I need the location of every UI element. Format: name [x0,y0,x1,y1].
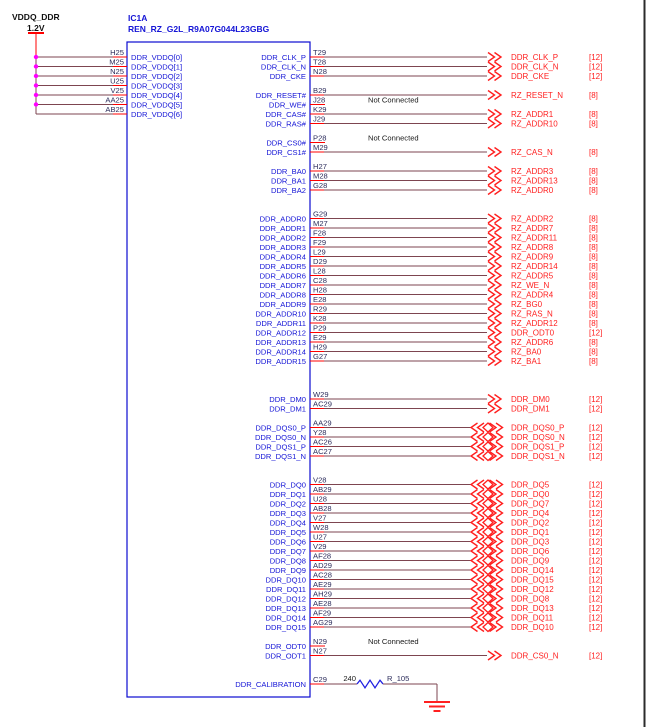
pin-name: DDR_CS0# [266,138,306,148]
pin-name: DDR_DQ10 [265,575,306,585]
page-ref: [12] [589,518,603,528]
pin-name: DDR_VDDQ[4] [131,91,183,100]
net-name: RZ_ADDR12 [511,319,558,328]
junction-dot [34,55,38,59]
offpage-out-icon [488,72,495,81]
junction-dot [34,83,38,87]
pin-number: J29 [313,114,326,124]
net-name: DDR_DQS0_P [511,423,565,433]
pin-number: AB29 [313,485,332,494]
pin-name: DDR_DQ7 [269,547,306,556]
junction-dot [34,74,38,78]
pin-name: DDR_VDDQ[0] [131,53,183,62]
pin-number: D29 [313,257,327,266]
pin-number: F29 [313,238,327,247]
pin-number: G27 [313,352,328,361]
pin-name: DDR_DQ8 [269,556,306,566]
net-name: RZ_CAS_N [511,148,553,157]
pin-name: DDR_DQS1_N [254,452,306,461]
pin-number: U27 [313,532,327,542]
pin-number: AA25 [105,95,124,105]
page-ref: [12] [589,62,603,72]
page-ref: [12] [589,423,603,433]
net-name: DDR_DQS1_P [511,442,565,452]
pin-number: M29 [313,143,328,152]
net-name: DDR_DQ15 [511,575,554,585]
pin-number: P28 [313,133,327,143]
net-name: RZ_ADDR6 [511,338,554,347]
page-ref: [12] [589,613,603,623]
page-ref: [8] [589,271,598,281]
page-ref: [12] [589,328,603,338]
pin-name: DDR_DQ5 [269,528,306,537]
offpage-out-icon [488,214,495,223]
pin-number: R29 [313,304,327,314]
page-ref: [8] [589,186,598,195]
pin-number: J28 [313,95,326,105]
pin-name: DDR_DM0 [269,395,306,404]
page-ref: [8] [589,290,598,300]
offpage-out-icon [488,271,495,280]
page-ref: [12] [589,395,603,404]
pin-number: AG29 [313,618,333,627]
pin-number: AF28 [313,551,332,561]
pin-number: L28 [313,266,326,276]
pin-number: V27 [313,513,327,523]
page-ref: [8] [589,110,598,119]
pin-name: DDR_DM1 [269,404,306,414]
page-ref: [12] [589,72,603,81]
offpage-out-icon [488,262,495,271]
page-ref: [12] [589,528,603,537]
pin-number: E29 [313,333,327,342]
page-ref: [12] [589,594,603,604]
net-name: DDR_DQ9 [511,556,550,566]
net-name: RZ_RAS_N [511,309,553,319]
pin-number: V25 [110,86,124,95]
offpage-out-icon [488,186,495,195]
page-ref: [8] [589,243,598,252]
page-ref: [12] [589,537,603,547]
net-name: RZ_ADDR8 [511,243,554,252]
net-name: DDR_DQ1 [511,528,550,537]
page-ref: [12] [589,480,603,490]
pin-name: DDR_DQ14 [265,613,306,623]
net-name: RZ_ADDR11 [511,233,558,243]
pin-name: DDR_CLK_P [261,53,306,62]
page-ref: [8] [589,309,598,319]
page-ref: [12] [589,499,603,509]
pin-number: N25 [110,67,124,76]
resistor-refdes: R_105 [387,674,410,683]
net-name: RZ_BA0 [511,347,542,357]
pin-number: M28 [313,171,328,181]
junction-dot [34,64,38,68]
page-ref: [12] [589,623,603,632]
page-ref: [8] [589,281,598,290]
pin-number: F28 [313,228,327,238]
pin-number: B29 [313,86,327,95]
page-ref: [8] [589,357,598,366]
resistor-value: 240 [343,674,356,683]
pin-name: DDR_ADDR10 [255,309,306,319]
pin-number: H28 [313,285,327,295]
net-name: DDR_DQ5 [511,480,550,490]
pin-number: AA29 [313,418,332,428]
pin-number: AC28 [313,570,332,580]
offpage-out-icon [488,233,495,242]
offpage-out-icon [488,328,495,337]
page-ref: [12] [589,575,603,585]
offpage-out-icon [488,290,495,299]
net-name: DDR_DQS0_N [511,433,565,442]
page-ref: [12] [589,53,603,62]
pin-name: DDR_ADDR4 [259,252,306,262]
offpage-out-icon [488,309,495,318]
pin-name: DDR_BA0 [270,167,306,176]
page-ref: [8] [589,91,598,100]
pin-name: DDR_RAS# [265,119,306,129]
not-connected-label: Not Connected [368,133,419,143]
page-ref: [8] [589,233,598,243]
pin-number: C29 [313,675,327,684]
page-ref: [12] [589,585,603,594]
net-name: DDR_DQ4 [511,509,550,518]
pin-number: U25 [110,76,124,86]
net-name: RZ_ADDR3 [511,167,554,176]
page-ref: [12] [589,566,603,575]
pin-name: DDR_VDDQ[1] [131,62,183,72]
page-ref: [8] [589,148,598,157]
pin-name: DDR_ADDR5 [259,262,306,271]
page-ref: [8] [589,347,598,357]
net-name: RZ_BG0 [511,300,543,309]
offpage-out-icon [488,404,495,413]
page-ref: [12] [589,509,603,518]
pin-number: H25 [110,48,124,57]
pin-number: U28 [313,494,327,504]
net-name: RZ_ADDR0 [511,186,554,195]
offpage-out-icon [488,53,495,62]
offpage-out-icon [488,176,495,185]
net-name: RZ_ADDR7 [511,224,554,233]
not-connected-label: Not Connected [368,637,419,646]
offpage-out-icon [488,651,495,660]
page-ref: [8] [589,300,598,309]
page-ref: [8] [589,119,598,129]
pin-number: AF29 [313,608,332,618]
pin-name: DDR_VDDQ[3] [131,81,183,91]
pin-name: DDR_CKE [269,72,306,81]
net-name: RZ_ADDR5 [511,271,554,281]
net-name: DDR_CLK_P [511,53,559,62]
pin-name: DDR_DQ2 [269,499,306,509]
pin-number: V28 [313,475,327,485]
offpage-out-icon [488,319,495,328]
net-name: DDR_DM1 [511,404,550,414]
net-name: RZ_WE_N [511,281,550,290]
pin-number: AE28 [313,599,332,608]
page-ref: [8] [589,224,598,233]
pin-number: AD29 [313,561,332,570]
offpage-out-icon [488,119,495,128]
net-name: DDR_ODT0 [511,328,555,338]
pin-name: DDR_DQS0_N [254,433,306,442]
pin-name: DDR_DQ4 [269,518,306,528]
page-ref: [12] [589,433,603,442]
pin-name: DDR_DQ12 [265,594,306,604]
pin-number: G28 [313,181,328,190]
net-name: DDR_DQ10 [511,623,554,632]
pin-name: DDR_ADDR8 [259,290,306,300]
pin-name: DDR_DQS1_P [255,442,306,452]
pin-number: N29 [313,637,327,646]
pin-number: E28 [313,295,327,304]
pin-number: T29 [313,48,327,57]
offpage-out-icon [488,224,495,233]
pin-name: DDR_ADDR9 [259,300,306,309]
pin-name: DDR_DQ11 [266,585,306,594]
junction-dot [34,102,38,106]
ic-part-number: REN_RZ_G2L_R9A07G044L23GBG [128,24,270,34]
offpage-out-icon [488,243,495,252]
pin-number: AC27 [313,447,332,456]
page-ref: [12] [589,604,603,613]
net-name: DDR_DQ3 [511,537,550,547]
pin-name: DDR_RESET# [255,91,306,100]
offpage-out-icon [488,148,495,157]
page-ref: [8] [589,338,598,347]
page-ref: [8] [589,252,598,262]
pin-name: DDR_DQ3 [269,509,306,518]
page-ref: [8] [589,262,598,271]
pin-number: K28 [313,314,327,323]
page-ref: [12] [589,404,603,414]
pin-name: DDR_ADDR15 [255,357,306,366]
pin-number: C28 [313,276,327,285]
pin-name: DDR_ADDR14 [255,347,306,357]
page-ref: [12] [589,442,603,452]
not-connected-label: Not Connected [368,95,419,105]
offpage-out-icon [488,357,495,366]
pin-name: DDR_DQ9 [269,566,306,575]
pin-name: DDR_DQ13 [265,604,306,613]
pin-number: M25 [109,57,124,67]
pin-number: AB28 [313,504,332,513]
pin-number: AH29 [313,589,332,599]
net-name: RZ_BA1 [511,357,542,366]
pin-name: DDR_CS1# [266,148,306,157]
offpage-out-icon [488,281,495,290]
net-name: DDR_CKE [511,72,550,81]
page-ref: [12] [589,547,603,556]
net-name: RZ_ADDR4 [511,290,554,300]
offpage-out-icon [488,91,495,100]
net-name: RZ_ADDR2 [511,214,554,224]
ic-designator: IC1A [128,13,148,23]
page-ref: [8] [589,319,598,328]
pin-name: DDR_DQ1 [269,490,306,499]
net-name: DDR_DQ2 [511,518,550,528]
page-ref: [12] [589,452,603,461]
pin-name: DDR_ADDR13 [255,338,306,347]
offpage-out-icon [488,347,495,356]
pin-number: H27 [313,162,327,171]
net-name: DDR_DQ14 [511,566,554,575]
pin-name: DDR_CLK_N [260,62,306,72]
pin-name: DDR_DQS0_P [255,423,306,433]
pin-number: K29 [313,105,327,114]
net-name: DDR_CS0_N [511,651,559,661]
pin-number: P29 [313,323,327,333]
page-ref: [12] [589,556,603,566]
pin-number: W28 [313,523,329,532]
net-name: DDR_DQ13 [511,604,554,613]
net-name: DDR_DM0 [511,395,550,404]
net-name: DDR_DQ6 [511,547,550,556]
pin-number: W29 [313,390,329,399]
pin-number: AC26 [313,437,332,447]
pin-name: DDR_BA2 [270,186,306,195]
pin-number: T28 [313,57,327,67]
pin-name: DDR_ADDR2 [259,233,306,243]
offpage-out-icon [488,252,495,261]
net-name: RZ_ADDR10 [511,119,558,129]
page-ref: [12] [589,490,603,499]
pin-name: DDR_ADDR6 [259,271,306,281]
pin-number: H29 [313,342,327,352]
pin-number: N27 [313,646,327,656]
pin-number: L29 [313,247,326,257]
pin-name: DDR_CALIBRATION [235,680,306,689]
page-ref: [12] [589,651,603,661]
net-name: RZ_ADDR13 [511,176,558,186]
pin-name: DDR_ODT0 [265,642,306,651]
offpage-out-icon [488,62,495,71]
pin-number: AE29 [313,580,332,589]
pin-name: DDR_ADDR0 [259,214,306,224]
pin-name: DDR_VDDQ[5] [131,100,183,110]
pin-name: DDR_WE# [268,100,306,110]
power-voltage-label: 1.2V [27,23,45,33]
pin-number: AC29 [313,399,332,409]
pin-name: DDR_ADDR11 [255,319,306,328]
net-name: RZ_ADDR14 [511,262,558,271]
pin-name: DDR_VDDQ[2] [131,72,183,81]
pin-name: DDR_ADDR1 [259,224,306,233]
net-name: DDR_DQ12 [511,585,554,594]
net-name: RZ_ADDR1 [511,110,554,119]
pin-name: DDR_ADDR3 [259,243,306,252]
pin-name: DDR_ADDR7 [259,281,306,290]
net-name: DDR_DQ0 [511,490,550,499]
offpage-out-icon [488,338,495,347]
pin-name: DDR_DQ15 [265,623,306,632]
pin-number: AB25 [105,105,124,114]
offpage-out-icon [488,300,495,309]
net-name: RZ_ADDR9 [511,252,554,262]
resistor-icon [357,680,383,688]
pin-name: DDR_ADDR12 [255,328,306,338]
net-name: DDR_DQS1_N [511,452,565,461]
power-net-label: VDDQ_DDR [12,12,60,22]
pin-number: N28 [313,67,327,76]
pin-name: DDR_DQ6 [269,537,306,547]
pin-name: DDR_DQ0 [269,480,306,490]
pin-name: DDR_CAS# [265,110,306,119]
offpage-out-icon [488,110,495,119]
page-ref: [8] [589,214,598,224]
net-name: RZ_RESET_N [511,91,564,100]
offpage-out-icon [488,167,495,176]
pin-number: M27 [313,219,328,228]
net-name: DDR_DQ8 [511,594,550,604]
offpage-out-icon [488,395,495,404]
pin-name: DDR_BA1 [270,176,306,186]
net-name: DDR_CLK_N [511,62,559,72]
net-name: DDR_DQ11 [511,613,554,623]
page-ref: [8] [589,167,598,176]
pin-name: DDR_VDDQ[6] [131,110,183,119]
junction-dot [34,93,38,97]
page-ref: [8] [589,176,598,186]
pin-number: G29 [313,209,328,219]
net-name: DDR_DQ7 [511,499,550,509]
pin-number: V29 [313,542,327,551]
pin-number: Y28 [313,428,327,437]
pin-name: DDR_ODT1 [265,651,306,661]
